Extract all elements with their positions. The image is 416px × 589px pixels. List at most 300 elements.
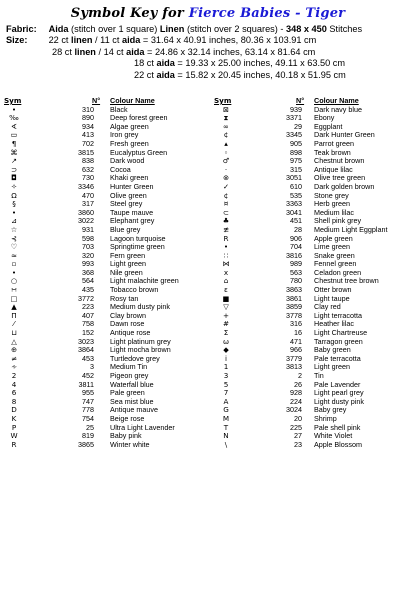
color-number-cell: 3865 [78, 439, 94, 449]
color-number-cell: 3813 [286, 362, 302, 372]
color-name-cell: Olive tree green [314, 173, 366, 183]
color-name-cell: Clay red [314, 302, 341, 312]
color-name-cell: Light terracotta [314, 310, 362, 320]
color-name-cell: Antique mauve [110, 405, 158, 415]
color-number-cell: 819 [82, 431, 94, 441]
color-name-cell: Light mocha brown [110, 345, 171, 355]
color-number-cell: 610 [290, 181, 302, 191]
table-row [4, 424, 204, 433]
table-row [4, 295, 204, 304]
color-number-cell: 730 [82, 173, 94, 183]
size-text-1: 22 ct linen / 11 ct aida = 31.64 x 40.91 inches, 80.36 x 103.91 cm [48, 35, 317, 46]
color-name-cell: Dark Hunter Green [314, 130, 375, 140]
color-number-cell: 3023 [78, 336, 94, 346]
table-row [4, 346, 204, 355]
table-row [4, 312, 204, 321]
color-name-cell: Light pearl grey [314, 388, 364, 398]
color-name-cell: Medium dusty pink [110, 302, 170, 312]
size-line-2 [6, 47, 414, 58]
color-number-cell: 931 [82, 224, 94, 234]
color-number-cell: 838 [82, 156, 94, 166]
color-number-cell: 704 [290, 242, 302, 252]
color-number-cell: 3778 [286, 310, 302, 320]
color-number-cell: 703 [82, 242, 94, 252]
symbol-cell: ✧ [10, 181, 18, 191]
table-row [4, 338, 204, 347]
color-name-cell: Deep forest green [110, 113, 168, 123]
color-name-cell: Otter brown [314, 285, 352, 295]
color-name-cell: Chestnut brown [314, 156, 365, 166]
color-name-cell: Light dusty pink [314, 396, 364, 406]
symbol-cell: ∞ [223, 121, 229, 131]
table-row [4, 157, 204, 166]
table-row [4, 406, 204, 415]
symbol-cell: ⊔ [11, 328, 17, 338]
size-line-4 [6, 70, 414, 81]
num-header: N° [92, 96, 101, 105]
symbol-cell: ∻ [10, 362, 18, 372]
color-name-cell: Light platinum grey [110, 336, 171, 346]
symbol-cell: ¢ [223, 130, 229, 140]
color-number-cell: 702 [82, 138, 94, 148]
symbol-cell: A [223, 396, 229, 406]
symbol-cell: R [223, 233, 229, 243]
fabric-label: Fabric: [6, 24, 37, 34]
symbol-cell: ▴ [224, 138, 228, 148]
symbol-cell: ⁄ [13, 319, 15, 329]
fabric-stitches: 348 x 450 [286, 24, 327, 34]
color-number-cell: 993 [82, 259, 94, 269]
symbol-cell: ⊂ [222, 207, 230, 217]
symbol-cell: ≈ [10, 250, 18, 260]
color-name-cell: Fresh green [110, 138, 149, 148]
color-number-cell: 368 [82, 267, 94, 277]
color-number-cell: 3772 [78, 293, 94, 303]
color-name-cell: Tin [314, 371, 324, 380]
color-name-cell: Cocoa [110, 164, 131, 174]
color-name-cell: Medium Tin [110, 362, 148, 372]
color-name-cell: Dark wood [110, 156, 145, 166]
symbol-cell: ≢ [222, 224, 230, 234]
color-number-cell: 758 [82, 319, 94, 329]
symbol-key-column-right [214, 97, 414, 449]
symbol-cell: ■ [222, 293, 230, 303]
symbol-cell: ▭ [10, 130, 18, 140]
symbol-cell: • [11, 104, 17, 114]
fabric-aida: Aida [48, 24, 69, 34]
table-row [4, 209, 204, 218]
symbol-cell: N [223, 431, 229, 441]
table-row [4, 329, 204, 338]
color-name-cell: Fern green [110, 250, 146, 260]
color-name-cell: Ebony [314, 113, 335, 123]
color-name-cell: Blue grey [110, 224, 141, 234]
symbol-cell: ¤ [223, 199, 229, 209]
table-row [4, 363, 204, 372]
color-name-cell: Springtime green [110, 242, 165, 252]
color-name-cell: Steel grey [110, 199, 143, 209]
table-row [4, 192, 204, 201]
symbol-cell: • [223, 242, 229, 252]
symbol-cell: 8 [11, 396, 17, 406]
color-number-cell: 906 [290, 233, 302, 243]
color-number-cell: 563 [290, 267, 302, 277]
symbol-cell: ▲ [11, 302, 17, 312]
color-name-cell: Dark navy blue [314, 104, 362, 114]
color-name-cell: Antique lilac [314, 164, 353, 174]
color-name-cell: Baby green [314, 345, 351, 355]
color-name-cell: Elephant grey [110, 216, 155, 226]
color-number-cell: 316 [290, 319, 302, 329]
symbol-cell: • [11, 207, 17, 217]
symbol-cell: Σ [223, 328, 229, 338]
color-number-cell: 3024 [286, 405, 302, 415]
color-name-cell: Light malachite green [110, 276, 179, 286]
color-name-cell: Olive green [110, 190, 147, 200]
color-number-cell: 16 [294, 328, 302, 338]
color-number-cell: 3041 [286, 207, 302, 217]
color-name-cell: Pale green [110, 388, 145, 398]
table-row [4, 381, 204, 390]
table-row [4, 226, 204, 235]
symbol-cell: • [11, 267, 17, 277]
color-number-cell: 3345 [286, 130, 302, 140]
color-number-cell: 435 [82, 285, 94, 295]
title-subject: Fierce Babies - Tiger [188, 6, 346, 21]
color-number-cell: 3815 [78, 147, 94, 157]
color-name-cell: Waterfall blue [110, 379, 154, 389]
symbol-cell: 5 [223, 379, 229, 389]
symbol-cell: ⧗ [223, 113, 229, 123]
color-number-cell: 3863 [286, 285, 302, 295]
name-header: Colour Name [110, 96, 155, 105]
column-header [4, 97, 204, 106]
fabric-aida-note: (stitch over 1 square) [68, 24, 160, 34]
color-name-cell: Algae green [110, 121, 149, 131]
color-name-cell: Hunter Green [110, 181, 154, 191]
color-number-cell: 632 [82, 164, 94, 174]
color-number-cell: 780 [290, 276, 302, 286]
color-number-cell: 451 [290, 216, 302, 226]
color-number-cell: 20 [294, 413, 302, 423]
color-name-cell: Pale Lavender [314, 379, 361, 389]
color-name-cell: White Violet [314, 431, 353, 441]
color-number-cell: 471 [290, 336, 302, 346]
color-name-cell: Nile green [110, 267, 143, 277]
color-name-cell: Lagoon turquoise [110, 233, 166, 243]
color-number-cell: 223 [82, 302, 94, 312]
color-name-cell: Lime green [314, 242, 350, 252]
color-name-cell: Fennel green [314, 259, 357, 269]
color-number-cell: 928 [290, 388, 302, 398]
color-name-cell: Dark golden brown [314, 181, 375, 191]
symbol-cell: + [222, 310, 230, 320]
table-row [4, 243, 204, 252]
symbol-cell: ⊕ [10, 345, 18, 355]
color-number-cell: 310 [82, 104, 94, 114]
symbol-cell: ◆ [223, 345, 229, 355]
color-name-cell: Ultra Light Lavender [110, 422, 175, 432]
table-row [4, 217, 204, 226]
fabric-line [6, 24, 414, 35]
color-name-cell: Pale terracotta [314, 353, 361, 363]
symbol-cell: ⊗ [222, 173, 230, 183]
color-name-cell: Celadon green [314, 267, 362, 277]
color-number-cell: 890 [82, 113, 94, 123]
table-row [4, 200, 204, 209]
symbol-key-column-left [4, 97, 204, 449]
symbol-cell: ‰ [9, 113, 19, 123]
color-name-cell: Winter white [110, 439, 150, 449]
symbol-cell: ¢ [223, 190, 229, 200]
color-name-cell: Stone grey [314, 190, 349, 200]
symbol-cell: G [223, 405, 229, 415]
table-row [4, 183, 204, 192]
color-name-cell: Apple Blossom [314, 439, 362, 449]
color-number-cell: 3816 [286, 250, 302, 260]
color-number-cell: 778 [82, 405, 94, 415]
color-number-cell: 470 [82, 190, 94, 200]
color-number-cell: 27 [294, 431, 302, 441]
symbol-cell: ∷ [223, 250, 229, 260]
symbol-cell: ω [222, 336, 230, 346]
color-name-cell: Shrimp [314, 413, 337, 423]
symbol-cell: K [11, 413, 17, 423]
table-row [4, 355, 204, 364]
table-row [4, 252, 204, 261]
color-number-cell: 989 [290, 259, 302, 269]
symbol-cell: ≠ [10, 353, 18, 363]
symbol-cell: 1 [223, 362, 229, 372]
color-number-cell: 320 [82, 250, 94, 260]
symbol-cell: · [224, 164, 228, 174]
size-label: Size: [6, 35, 28, 46]
table-row [4, 398, 204, 407]
symbol-cell: Ω [11, 190, 17, 200]
symbol-cell: # [222, 319, 230, 329]
color-number-cell: 315 [290, 164, 302, 174]
color-name-cell: Clay brown [110, 310, 146, 320]
table-row [4, 389, 204, 398]
color-number-cell: 225 [290, 422, 302, 432]
table-row [4, 123, 204, 132]
page-title [0, 6, 416, 21]
table-row [4, 114, 204, 123]
sym-header: Sym [4, 96, 22, 105]
color-number-cell: 407 [82, 310, 94, 320]
color-number-cell: 224 [290, 396, 302, 406]
color-number-cell: 939 [290, 104, 302, 114]
name-header: Colour Name [314, 96, 359, 105]
sym-header: Sym [214, 96, 232, 105]
color-name-cell: Apple green [314, 233, 353, 243]
fabric-stitches-suffix: Stitches [326, 24, 363, 34]
symbol-cell: ⌘ [10, 147, 18, 157]
table-row [214, 441, 414, 450]
table-row [4, 303, 204, 312]
color-name-cell: Tarragon green [314, 336, 363, 346]
symbol-cell: ◦ [223, 147, 229, 157]
num-header: N° [296, 96, 305, 105]
symbol-cell: □ [10, 293, 18, 303]
symbol-cell: 4 [11, 379, 17, 389]
symbol-cell: ε [224, 285, 228, 295]
table-row [4, 131, 204, 140]
color-number-cell: 3779 [286, 353, 302, 363]
color-number-cell: 598 [82, 233, 94, 243]
size-line-1 [6, 35, 414, 46]
color-number-cell: 3861 [286, 293, 302, 303]
symbol-cell: 3 [223, 371, 229, 380]
size-text-3: 18 ct aida = 19.33 x 25.00 inches, 49.11 x 63.50 cm [134, 58, 346, 69]
color-number-cell: 3371 [286, 113, 302, 123]
table-row [4, 106, 204, 115]
color-name-cell: Baby grey [314, 405, 347, 415]
color-number-cell: 29 [294, 121, 302, 131]
table-row [4, 441, 204, 450]
color-number-cell: 25 [86, 422, 94, 432]
table-row [4, 286, 204, 295]
symbol-cell: § [12, 199, 16, 209]
symbol-cell: P [11, 422, 17, 432]
table-row [4, 432, 204, 441]
color-number-cell: 955 [82, 388, 94, 398]
color-number-cell: 898 [290, 147, 302, 157]
color-name-cell: Medium lilac [314, 207, 354, 217]
color-number-cell: 23 [294, 439, 302, 449]
symbol-cell: R [11, 439, 17, 449]
symbol-cell: ↗ [10, 156, 18, 166]
table-row [4, 140, 204, 149]
color-number-cell: 3811 [78, 379, 94, 389]
color-number-cell: 975 [290, 156, 302, 166]
size-text-4: 22 ct aida = 15.82 x 20.45 inches, 40.18 x 51.95 cm [134, 69, 346, 80]
color-name-cell: Heather lilac [314, 319, 354, 329]
color-name-cell: Parrot green [314, 138, 354, 148]
color-name-cell: Eucalyptus Green [110, 147, 168, 157]
color-name-cell: Turtledove grey [110, 353, 160, 363]
color-name-cell: Medium Light Eggplant [314, 224, 388, 234]
symbol-cell: ⌂ [223, 276, 229, 286]
symbol-cell: ⊃ [10, 164, 18, 174]
color-number-cell: 452 [82, 371, 94, 380]
table-row [4, 174, 204, 183]
color-number-cell: 747 [82, 396, 94, 406]
symbol-cell: ▫ [11, 259, 17, 269]
table-row [4, 372, 204, 381]
color-number-cell: 3346 [78, 181, 94, 191]
symbol-cell: 7 [223, 388, 229, 398]
color-name-cell: Tobacco brown [110, 285, 159, 295]
symbol-cell: ◘ [11, 173, 17, 183]
color-number-cell: 3859 [286, 302, 302, 312]
table-row [4, 320, 204, 329]
size-line-3 [6, 58, 414, 69]
symbol-cell: 6 [11, 388, 17, 398]
color-number-cell: 317 [82, 199, 94, 209]
color-name-cell: Snake green [314, 250, 355, 260]
table-row [4, 166, 204, 175]
color-name-cell: Khaki green [110, 173, 149, 183]
symbol-cell: M [222, 413, 230, 423]
title-prefix: Symbol Key for [70, 6, 189, 21]
color-number-cell: 3 [90, 362, 94, 372]
symbol-cell: ⊠ [222, 104, 230, 114]
symbol-cell: △ [11, 336, 17, 346]
color-name-cell: Pigeon grey [110, 371, 149, 380]
color-name-cell: Herb green [314, 199, 350, 209]
color-number-cell: 453 [82, 353, 94, 363]
symbol-cell: ⊿ [10, 216, 18, 226]
table-row [4, 235, 204, 244]
size-text-2: 28 ct linen / 14 ct aida = 24.86 x 32.14 inches, 63.14 x 81.64 cm [52, 46, 316, 57]
symbol-cell: 2 [11, 371, 17, 380]
symbol-cell: x [223, 267, 229, 277]
color-name-cell: Antique rose [110, 328, 151, 338]
color-name-cell: Shell pink grey [314, 216, 362, 226]
color-number-cell: 966 [290, 345, 302, 355]
fabric-linen: Linen [159, 24, 185, 34]
symbol-cell: W [10, 431, 18, 441]
color-number-cell: 3860 [78, 207, 94, 217]
color-name-cell: Beige rose [110, 413, 145, 423]
color-name-cell: Pale shell pink [314, 422, 361, 432]
color-name-cell: Light green [110, 259, 146, 269]
color-number-cell: 754 [82, 413, 94, 423]
symbol-cell: Π [11, 310, 17, 320]
fabric-linen-note: (stitch over 2 squares) - [184, 24, 286, 34]
symbol-cell: ☆ [10, 224, 18, 234]
color-name-cell: Dawn rose [110, 319, 145, 329]
color-number-cell: 564 [82, 276, 94, 286]
table-row [4, 277, 204, 286]
color-name-cell: Iron grey [110, 130, 139, 140]
color-number-cell: 905 [290, 138, 302, 148]
color-number-cell: 934 [82, 121, 94, 131]
symbol-cell: ∺ [10, 285, 18, 295]
symbol-cell: ○ [10, 276, 18, 286]
color-name-cell: Teak brown [314, 147, 351, 157]
fabric-size-info [6, 24, 414, 81]
symbol-cell: ♂ [222, 156, 230, 166]
symbol-cell: ♡ [10, 242, 18, 252]
symbol-cell: i [225, 353, 227, 363]
table-row [4, 149, 204, 158]
symbol-cell: ¶ [11, 138, 17, 148]
color-number-cell: 3051 [286, 173, 302, 183]
color-name-cell: Chestnut tree brown [314, 276, 379, 286]
color-number-cell: 2 [298, 371, 302, 380]
symbol-cell: ∢ [10, 121, 18, 131]
symbol-cell: \ [224, 439, 228, 449]
symbol-cell: ⊰ [10, 233, 18, 243]
table-row [4, 260, 204, 269]
color-number-cell: 535 [290, 190, 302, 200]
color-number-cell: 3363 [286, 199, 302, 209]
color-name-cell: Eggplant [314, 121, 343, 131]
color-number-cell: 413 [82, 130, 94, 140]
color-number-cell: 3022 [78, 216, 94, 226]
color-name-cell: Light Chartreuse [314, 328, 368, 338]
color-number-cell: 152 [82, 328, 94, 338]
symbol-cell: ▽ [223, 302, 229, 312]
color-name-cell: Light green [314, 362, 350, 372]
symbol-cell: ⋈ [222, 259, 230, 269]
symbol-cell: T [223, 422, 229, 432]
color-name-cell: Rosy tan [110, 293, 139, 303]
color-number-cell: 28 [294, 224, 302, 234]
color-name-cell: Sea mist blue [110, 396, 154, 406]
